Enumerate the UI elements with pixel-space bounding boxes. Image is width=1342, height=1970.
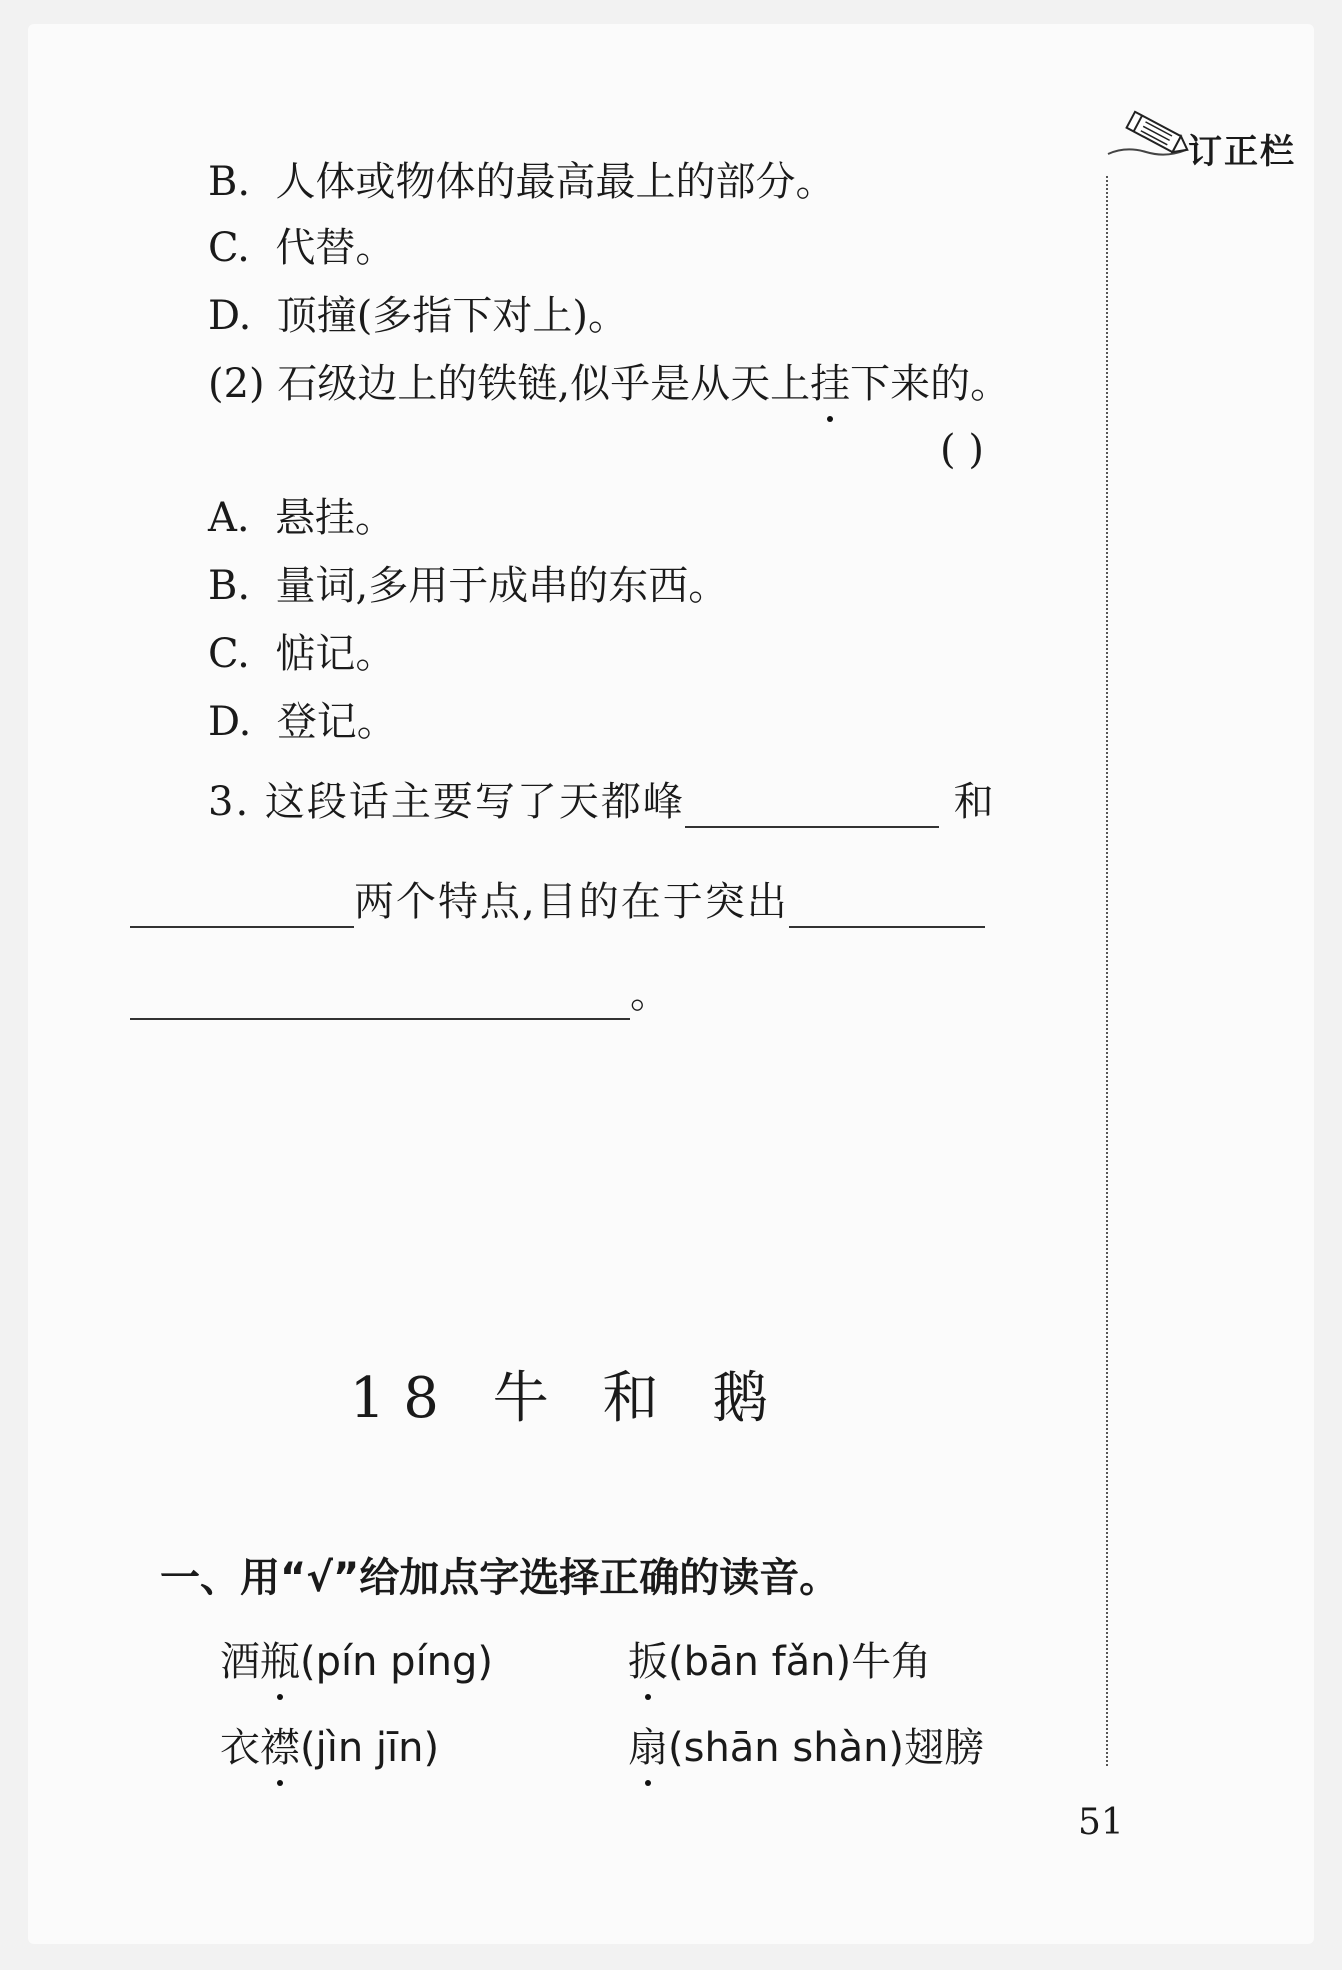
pinyin-item-1: 酒瓶(pín píng)	[220, 1636, 493, 1688]
q2-part2-option-b: B. 量词,多用于成串的东西。	[208, 563, 729, 609]
q2-part2-option-c: C. 惦记。	[208, 631, 396, 677]
page-number: 51	[1078, 1802, 1124, 1843]
q2-part1-option-d: D. 顶撞(多指下对上)。	[208, 293, 629, 339]
dotted-character: 扇	[628, 1722, 668, 1774]
q2-part2-sentence: (2) 石级边上的铁链,似乎是从天上挂下来的。	[208, 358, 1010, 410]
q3-blank-4[interactable]	[130, 978, 630, 1020]
pinyin-item-3: 衣襟(jìn jīn)	[220, 1722, 439, 1774]
pinyin-options[interactable]: (pín píng)	[300, 1639, 494, 1685]
dotted-character: 瓶	[260, 1636, 300, 1688]
q2-part1-option-c: C. 代替。	[208, 225, 396, 271]
pinyin-options[interactable]: (bān fǎn)	[668, 1639, 852, 1685]
section-1-heading: 一、用“√”给加点字选择正确的读音。	[160, 1555, 840, 1601]
q3-blank-3[interactable]	[789, 886, 985, 928]
pinyin-options[interactable]: (jìn jīn)	[300, 1725, 440, 1771]
q2-part2-option-d: D. 登记。	[208, 699, 397, 745]
correction-column-label: 订正栏	[1188, 132, 1296, 172]
dotted-character: 挂	[810, 358, 850, 410]
q2-part1-option-b: B. 人体或物体的最高最上的部分。	[208, 159, 836, 205]
pinyin-options[interactable]: (shān shàn)	[668, 1725, 905, 1771]
pinyin-item-2: 扳(bān fǎn)牛角	[628, 1636, 931, 1688]
pinyin-item-4: 扇(shān shàn)翅膀	[628, 1722, 984, 1774]
correction-column-divider	[1106, 176, 1108, 1766]
q2-part2-answer-bracket[interactable]: ( )	[940, 427, 984, 473]
q2-part2-option-a: A. 悬挂。	[208, 495, 396, 541]
pencil-icon	[1106, 102, 1196, 172]
q3-line-1: 3. 这段话主要写了天都峰 和	[208, 776, 996, 828]
dotted-character: 扳	[628, 1636, 668, 1688]
workbook-page	[28, 24, 1314, 1944]
lesson-title: 18 牛 和 鹅	[349, 1366, 787, 1431]
q3-blank-2[interactable]	[130, 886, 354, 928]
q3-line-3: 。	[130, 968, 670, 1020]
q3-line-2: 两个特点,目的在于突出	[130, 876, 985, 928]
dotted-character: 襟	[260, 1722, 300, 1774]
q3-blank-1[interactable]	[685, 786, 939, 828]
